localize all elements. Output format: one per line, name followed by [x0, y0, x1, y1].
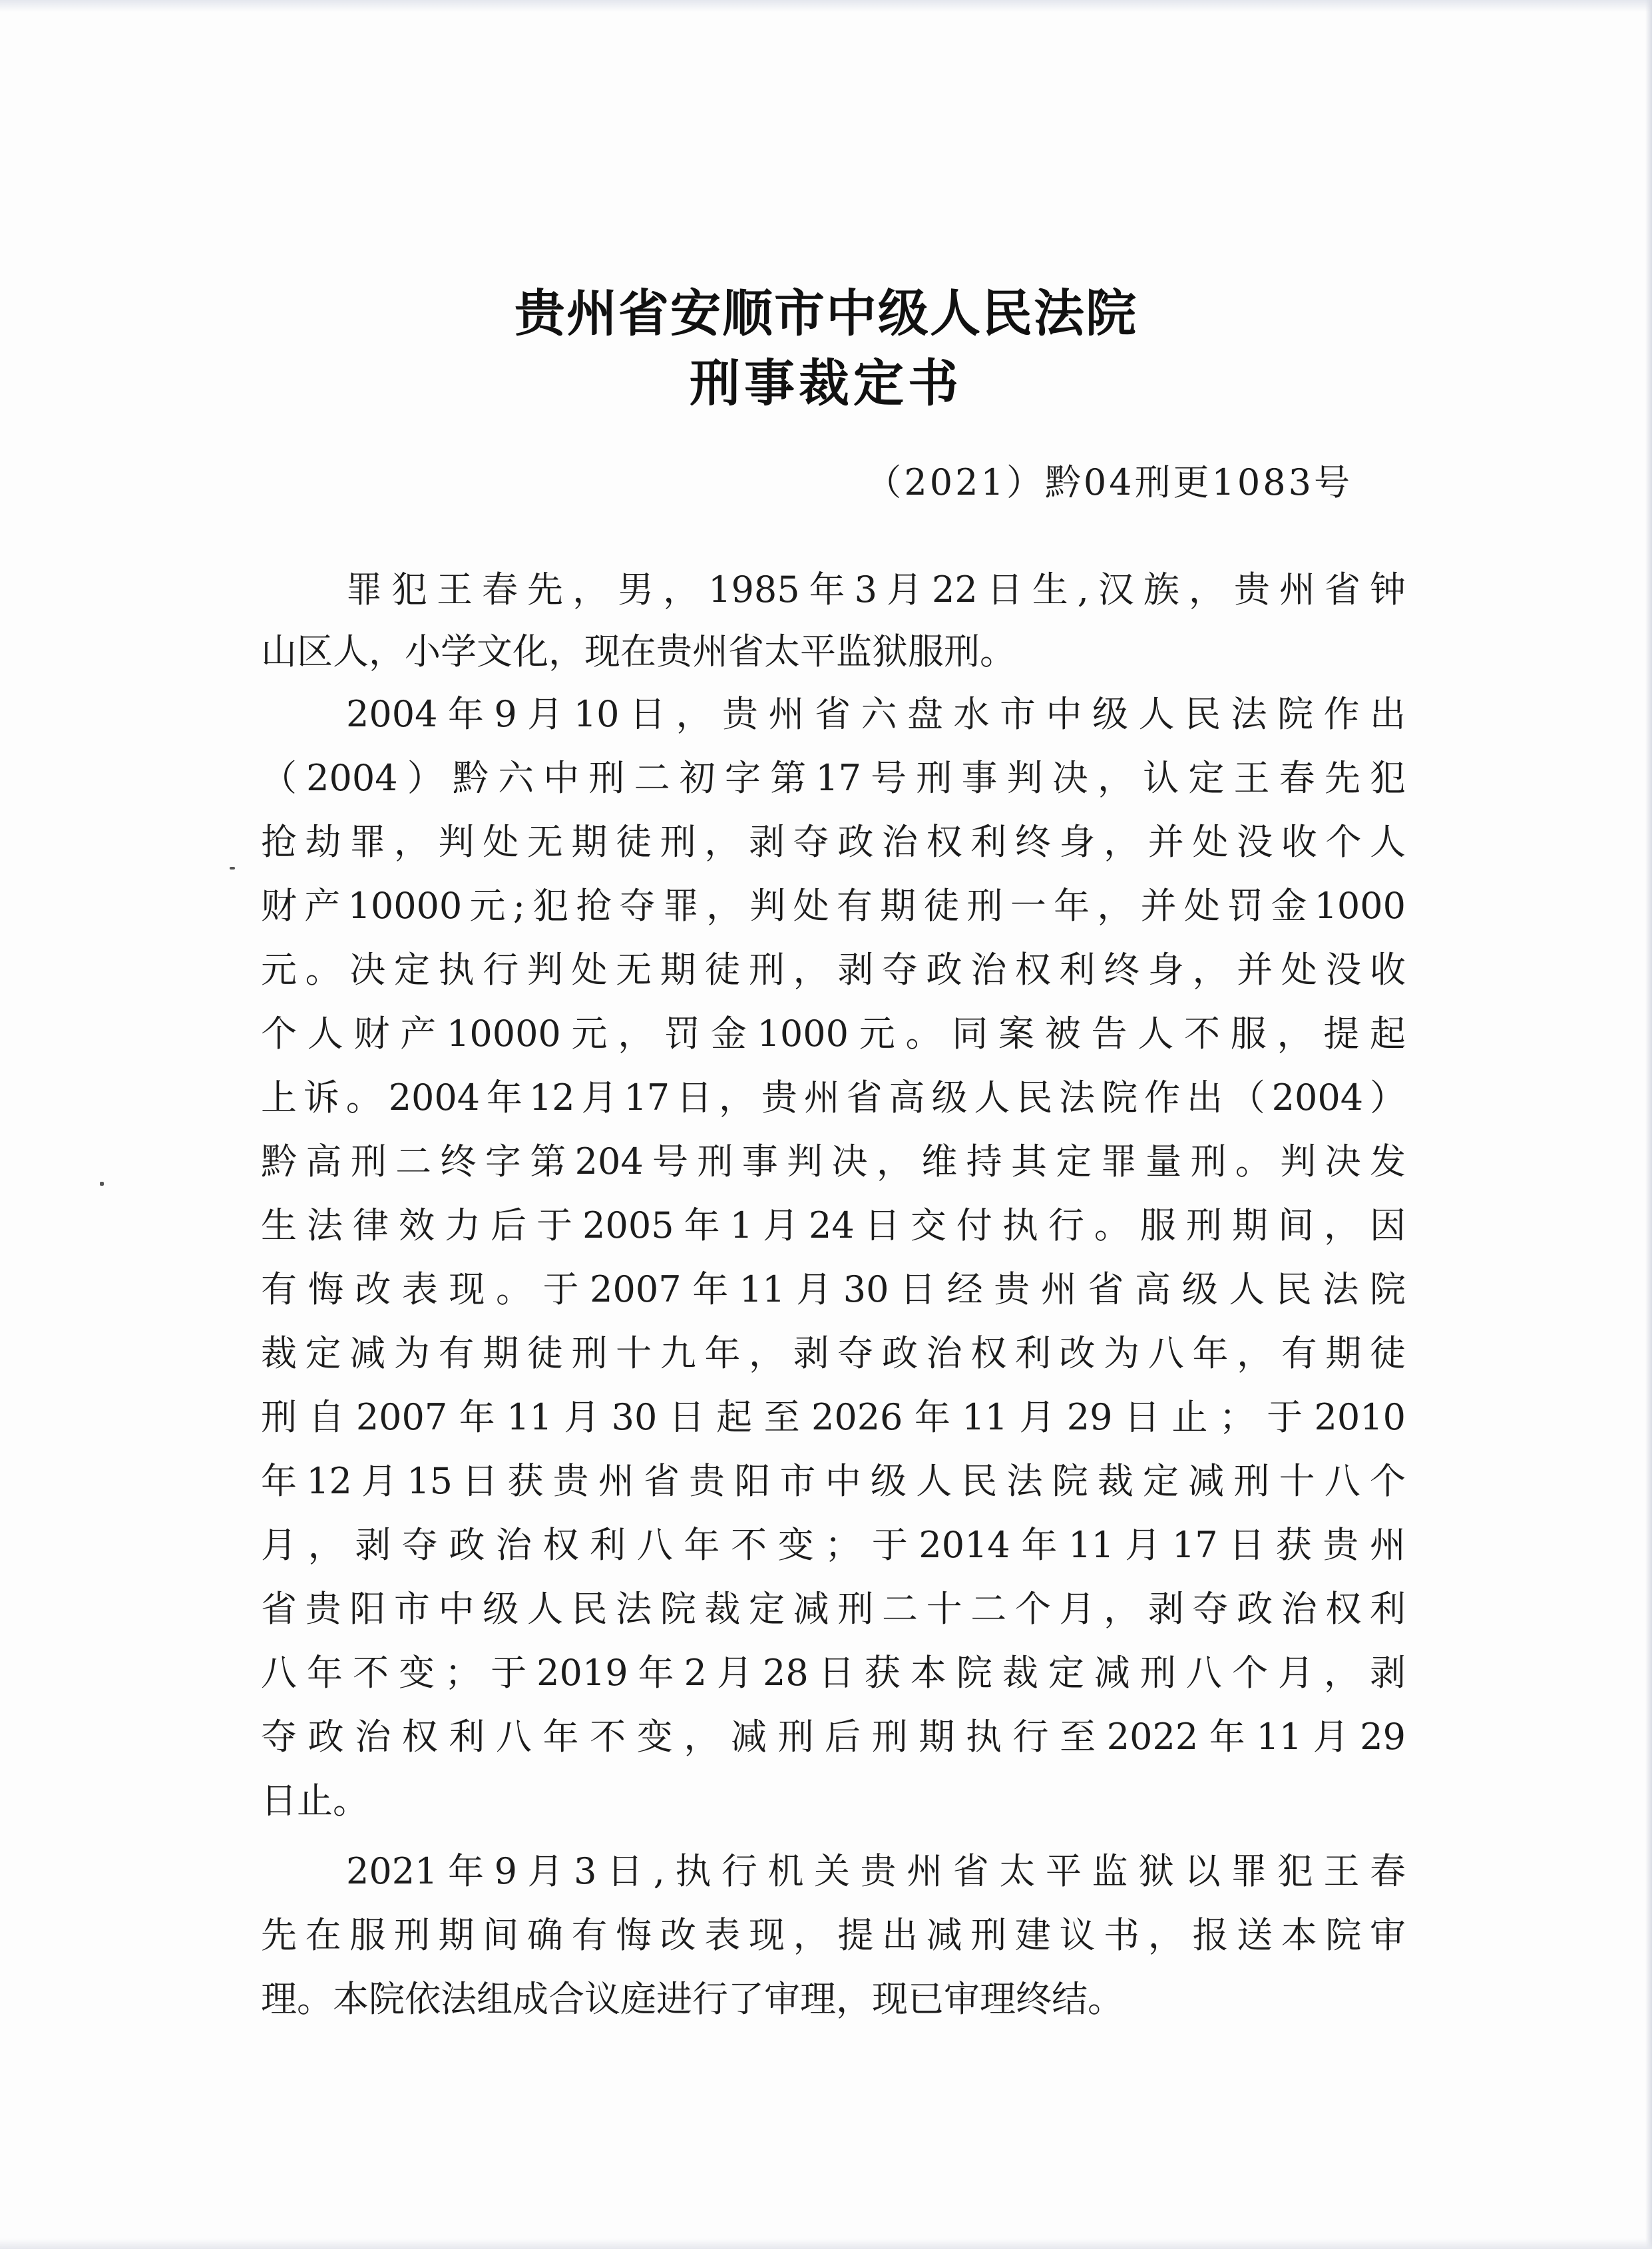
- scan-speck: [230, 867, 235, 870]
- body-line: 刑自2007年11月30日起至2026年11月29日止；于2010: [261, 1396, 1406, 1438]
- scan-edge-bottom: [0, 2238, 1652, 2249]
- body-line: 个人财产10000元，罚金1000元。同案被告人不服，提起: [261, 1013, 1406, 1055]
- body-line: 黔高刑二终字第204号刑事判决，维持其定罪量刑。判决发: [261, 1140, 1406, 1182]
- body-line: 夺政治权利八年不变，减刑后刑期执行至2022年11月29: [261, 1716, 1406, 1758]
- body-line: （2004）黔六中刑二初字第17号刑事判决，认定王春先犯: [261, 757, 1406, 799]
- body-line: 2021年9月3日,执行机关贵州省太平监狱以罪犯王春: [346, 1850, 1406, 1892]
- case-number: （2021）黔04刑更1083号: [865, 461, 1352, 503]
- document-type-title: 刑事裁定书: [690, 354, 962, 413]
- scan-speck: [100, 1182, 104, 1186]
- body-line: 裁定减为有期徒刑十九年，剥夺政治权利改为八年，有期徒: [261, 1332, 1406, 1374]
- body-line: 年12月15日获贵州省贵阳市中级人民法院裁定减刑十八个: [261, 1460, 1406, 1502]
- body-line: 日止。: [261, 1780, 369, 1822]
- body-line: 财产10000元;犯抢夺罪，判处有期徒刑一年，并处罚金1000: [261, 885, 1406, 927]
- body-line: 元。决定执行判处无期徒刑，剥夺政治权利终身，并处没收: [261, 949, 1406, 991]
- body-line: 八年不变；于2019年2月28日获本院裁定减刑八个月，剥: [261, 1652, 1406, 1694]
- body-line: 省贵阳市中级人民法院裁定减刑二十二个月，剥夺政治权利: [261, 1588, 1406, 1630]
- body-line: 罪犯王春先，男，1985年3月22日生,汉族，贵州省钟: [346, 569, 1406, 611]
- body-line: 山区人，小学文化，现在贵州省太平监狱服刑。: [261, 630, 1016, 672]
- body-line: 理。本院依法组成合议庭进行了审理，现已审理终结。: [261, 1978, 1124, 2020]
- scan-edge-top: [0, 0, 1652, 12]
- body-line: 有悔改表现。于2007年11月30日经贵州省高级人民法院: [261, 1268, 1406, 1310]
- body-line: 上诉。2004年12月17日，贵州省高级人民法院作出（2004）: [261, 1077, 1406, 1119]
- body-line: 抢劫罪，判处无期徒刑，剥夺政治权利终身，并处没收个人: [261, 821, 1406, 863]
- body-line: 生法律效力后于2005年1月24日交付执行。服刑期间，因: [261, 1204, 1406, 1246]
- body-line: 2004年9月10日，贵州省六盘水市中级人民法院作出: [346, 693, 1406, 735]
- court-name: 贵州省安顺市中级人民法院: [515, 284, 1137, 343]
- body-line: 先在服刑期间确有悔改表现，提出减刑建议书，报送本院审: [261, 1914, 1406, 1956]
- body-line: 月，剥夺政治权利八年不变；于2014年11月17日获贵州: [261, 1524, 1406, 1566]
